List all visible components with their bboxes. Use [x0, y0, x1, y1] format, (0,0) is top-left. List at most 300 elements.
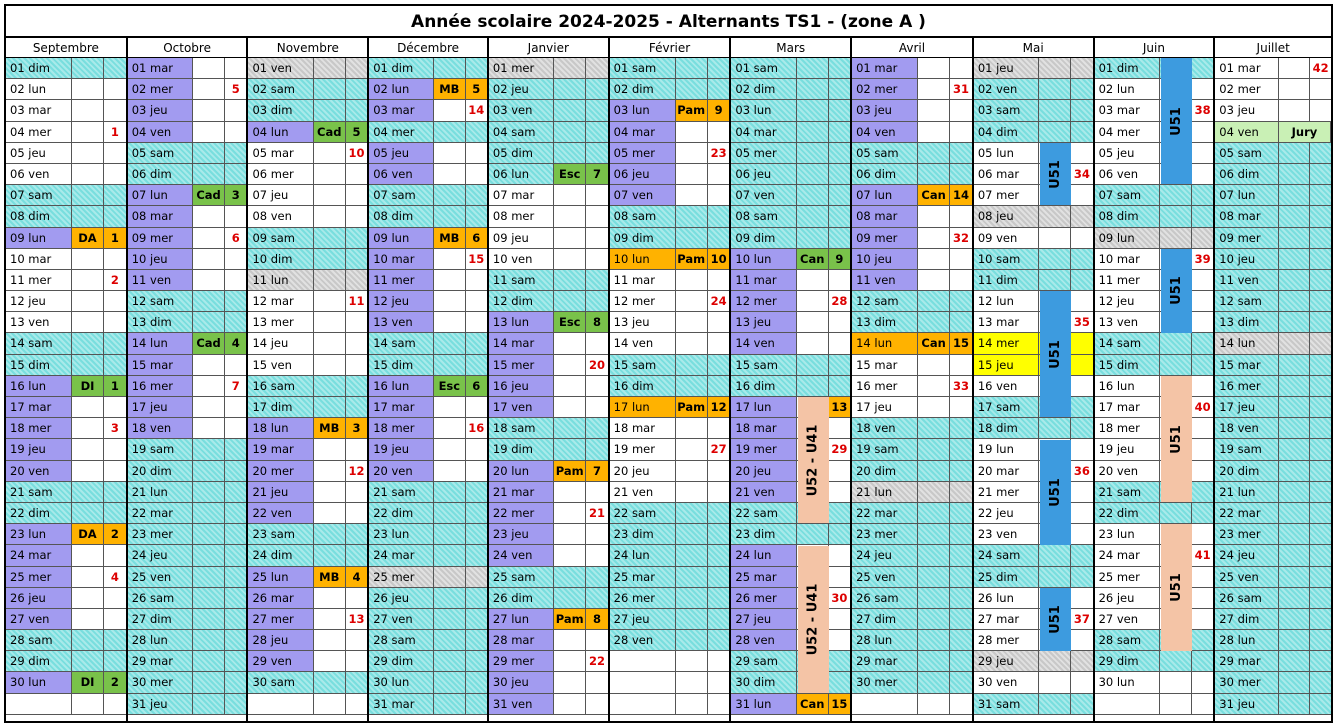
day-label: 02 mer — [128, 79, 193, 99]
day-tag: DA — [72, 228, 104, 248]
day-tag — [72, 630, 104, 650]
day-label: 19 sam — [852, 439, 918, 459]
day-row — [1095, 567, 1214, 588]
week-number — [829, 545, 850, 565]
week-number — [708, 122, 730, 142]
week-number — [346, 588, 367, 608]
week-number — [104, 482, 126, 502]
week-number — [466, 694, 487, 714]
day-tag — [918, 630, 950, 650]
week-number — [829, 355, 850, 375]
day-row — [128, 609, 247, 630]
day-tag — [797, 228, 829, 248]
day-label: 21 mar — [489, 482, 554, 502]
day-tag — [434, 524, 466, 544]
day-tag — [434, 206, 466, 226]
day-label: 04 mer — [1095, 122, 1160, 142]
day-label: 11 ven — [128, 270, 193, 290]
day-tag — [1279, 461, 1310, 481]
week-number — [829, 418, 850, 438]
day-label: 13 ven — [369, 312, 434, 332]
day-label: 28 lun — [128, 630, 193, 650]
day-row — [489, 206, 608, 227]
day-label: 25 ven — [852, 567, 918, 587]
day-tag — [1279, 418, 1310, 438]
day-tag — [1279, 397, 1310, 417]
week-number — [466, 609, 487, 629]
week-number — [104, 291, 126, 311]
day-label: 17 mar — [1095, 397, 1160, 417]
week-number — [1310, 503, 1331, 523]
day-row — [731, 355, 850, 376]
day-tag — [676, 567, 708, 587]
day-tag: Cad — [193, 333, 225, 353]
day-tag — [72, 588, 104, 608]
week-number — [466, 482, 487, 502]
week-number — [586, 79, 607, 99]
week-number — [1192, 588, 1213, 608]
unit-block-label: U51 — [1168, 276, 1184, 306]
day-tag: DA — [72, 524, 104, 544]
week-number — [708, 524, 730, 544]
day-row — [731, 503, 850, 524]
day-tag — [193, 397, 225, 417]
week-number: 14 — [468, 103, 485, 118]
week-number: 10 — [708, 249, 730, 269]
week-number: 14 — [950, 185, 972, 205]
day-tag — [676, 418, 708, 438]
week-number — [708, 79, 730, 99]
week-number — [1071, 694, 1092, 714]
unit-block-label: U51 — [1048, 604, 1064, 634]
week-number: 37 — [1073, 611, 1090, 626]
day-label: 15 ven — [248, 355, 313, 375]
day-tag — [918, 249, 950, 269]
day-label: 17 jeu — [1215, 397, 1279, 417]
day-row — [731, 397, 850, 418]
month-column — [731, 38, 852, 721]
day-label: 14 sam — [6, 333, 72, 353]
day-row — [489, 461, 608, 482]
day-row — [1095, 312, 1214, 333]
week-number: 3 — [346, 418, 367, 438]
day-label: 05 mar — [248, 143, 313, 163]
day-label: 15 dim — [6, 355, 72, 375]
day-row — [128, 228, 247, 249]
day-tag — [1039, 418, 1071, 438]
day-tag — [434, 185, 466, 205]
day-row — [974, 524, 1093, 545]
day-row — [610, 376, 730, 397]
week-number: 20 — [588, 357, 605, 372]
day-label: 12 sam — [128, 291, 193, 311]
day-row — [369, 206, 487, 227]
day-label: 09 ven — [974, 228, 1039, 248]
day-row — [369, 164, 487, 185]
day-label: 05 jeu — [1095, 143, 1160, 163]
day-label: 17 ven — [489, 397, 554, 417]
day-row — [248, 630, 367, 651]
day-row — [731, 545, 850, 566]
week-number — [829, 164, 850, 184]
day-label: 11 sam — [489, 270, 554, 290]
week-number — [829, 609, 850, 629]
week-number — [346, 228, 367, 248]
week-number: 2 — [110, 272, 119, 287]
month-header: Septembre — [6, 38, 126, 58]
day-label: 14 mer — [974, 333, 1039, 353]
week-number — [225, 312, 246, 332]
day-label: 13 ven — [6, 312, 72, 332]
day-row — [6, 58, 126, 79]
day-row — [248, 588, 367, 609]
day-label: 30 mer — [128, 672, 193, 692]
day-tag — [1039, 122, 1071, 142]
day-tag — [1279, 672, 1310, 692]
calendar-sheet — [4, 4, 1333, 723]
week-number: 6 — [466, 228, 487, 248]
day-row — [610, 461, 730, 482]
week-number — [225, 545, 246, 565]
week-number — [104, 333, 126, 353]
week-number — [950, 270, 972, 290]
day-label: 20 mar — [974, 461, 1039, 481]
day-tag — [72, 333, 104, 353]
day-row — [1095, 588, 1214, 609]
day-row — [1095, 397, 1214, 418]
week-number: 4 — [225, 333, 246, 353]
day-row — [731, 291, 850, 312]
day-label — [248, 694, 313, 714]
day-tag — [314, 651, 346, 671]
day-tag — [1279, 79, 1310, 99]
day-label: 14 lun — [1215, 333, 1279, 353]
day-row — [6, 672, 126, 693]
day-row — [852, 58, 972, 79]
day-row — [1095, 482, 1214, 503]
week-number — [1192, 270, 1213, 290]
day-tag — [918, 228, 950, 248]
week-number: 13 — [348, 611, 365, 626]
month-column — [369, 38, 489, 721]
week-number — [225, 482, 246, 502]
day-label: 08 sam — [610, 206, 676, 226]
day-tag — [1039, 100, 1071, 120]
day-tag — [554, 439, 586, 459]
month-rows — [489, 58, 608, 715]
day-label: 20 ven — [6, 461, 72, 481]
day-tag — [193, 100, 225, 120]
day-row — [489, 291, 608, 312]
day-tag — [918, 312, 950, 332]
day-tag — [554, 567, 586, 587]
day-tag: Pam — [676, 249, 708, 269]
week-number — [225, 143, 246, 163]
day-row — [974, 143, 1093, 164]
day-tag — [1039, 58, 1071, 78]
day-tag — [314, 524, 346, 544]
week-number — [708, 461, 730, 481]
day-tag — [1279, 249, 1310, 269]
day-label: 04 mer — [6, 122, 72, 142]
day-row — [974, 100, 1093, 121]
day-tag — [1279, 164, 1310, 184]
day-row — [489, 58, 608, 79]
week-number — [104, 79, 126, 99]
day-row — [731, 333, 850, 354]
day-row — [489, 567, 608, 588]
day-row — [1215, 482, 1331, 503]
day-row — [852, 122, 972, 143]
day-label: 09 mer — [852, 228, 918, 248]
day-label: 03 sam — [974, 100, 1039, 120]
month-header: Décembre — [369, 38, 487, 58]
day-row — [489, 588, 608, 609]
day-tag — [676, 609, 708, 629]
day-tag — [72, 58, 104, 78]
day-row — [852, 524, 972, 545]
day-row — [489, 122, 608, 143]
day-tag — [797, 376, 829, 396]
week-number: 7 — [231, 378, 240, 393]
week-number — [466, 58, 487, 78]
day-label: 19 sam — [128, 439, 193, 459]
week-number — [346, 185, 367, 205]
day-tag — [1039, 567, 1071, 587]
day-row — [6, 122, 126, 143]
day-row — [369, 609, 487, 630]
day-tag — [434, 651, 466, 671]
day-tag — [676, 376, 708, 396]
day-row — [128, 58, 247, 79]
day-tag — [72, 482, 104, 502]
day-row — [489, 630, 608, 651]
day-row — [1215, 100, 1331, 121]
day-label: 02 ven — [974, 79, 1039, 99]
day-row — [6, 439, 126, 460]
day-label: 29 jeu — [974, 651, 1039, 671]
day-label: 01 sam — [610, 58, 676, 78]
day-tag — [434, 58, 466, 78]
day-tag — [434, 672, 466, 692]
day-label: 08 mar — [852, 206, 918, 226]
week-number: 40 — [1194, 400, 1211, 414]
week-number: 5 — [466, 79, 487, 99]
day-tag — [434, 694, 466, 714]
day-row — [248, 58, 367, 79]
day-tag — [1039, 228, 1071, 248]
week-number — [225, 58, 246, 78]
day-row — [852, 143, 972, 164]
day-tag: Cad — [193, 185, 225, 205]
day-tag — [314, 79, 346, 99]
day-row — [974, 588, 1093, 609]
day-label: 26 mer — [731, 588, 796, 608]
day-row — [1095, 143, 1214, 164]
month-rows — [6, 58, 126, 715]
day-row — [1095, 630, 1214, 651]
week-number: 24 — [710, 294, 727, 309]
day-row — [1095, 206, 1214, 227]
day-row — [1215, 143, 1331, 164]
day-tag: MB — [434, 79, 466, 99]
week-number — [466, 185, 487, 205]
day-row — [731, 418, 850, 439]
day-tag — [193, 630, 225, 650]
week-number: 4 — [110, 569, 119, 584]
day-tag — [434, 418, 466, 438]
day-row — [248, 651, 367, 672]
day-row — [1215, 333, 1331, 354]
day-row — [1215, 439, 1331, 460]
day-tag — [193, 461, 225, 481]
day-tag — [554, 100, 586, 120]
week-number — [225, 355, 246, 375]
day-label: 28 ven — [731, 630, 796, 650]
day-tag — [72, 185, 104, 205]
week-number — [346, 672, 367, 692]
day-tag — [1160, 228, 1192, 248]
day-tag — [72, 609, 104, 629]
day-label: 08 dim — [6, 206, 72, 226]
day-label: 30 lun — [6, 672, 72, 692]
day-row — [128, 270, 247, 291]
week-number — [829, 58, 850, 78]
day-row — [852, 79, 972, 100]
day-row — [731, 588, 850, 609]
day-label: 09 dim — [610, 228, 676, 248]
day-label: 04 mar — [610, 122, 676, 142]
day-tag — [434, 270, 466, 290]
day-label: 22 jeu — [974, 503, 1039, 523]
day-label: 23 sam — [248, 524, 313, 544]
day-label: 21 ven — [610, 482, 676, 502]
day-row — [852, 397, 972, 418]
day-row — [1095, 418, 1214, 439]
week-number: 5 — [346, 122, 367, 142]
day-row — [974, 461, 1093, 482]
day-label: 02 mer — [852, 79, 918, 99]
week-number: 12 — [348, 463, 365, 478]
unit-block — [1040, 143, 1071, 206]
day-label: 09 lun — [369, 228, 434, 248]
week-number — [1192, 58, 1213, 78]
week-number — [1071, 143, 1092, 163]
day-row — [369, 567, 487, 588]
day-tag — [72, 312, 104, 332]
day-tag: DI — [72, 376, 104, 396]
day-row — [610, 58, 730, 79]
day-row — [1215, 58, 1331, 79]
day-row — [1215, 355, 1331, 376]
week-number — [1071, 397, 1092, 417]
week-number: 34 — [1073, 166, 1090, 181]
day-label: 21 lun — [128, 482, 193, 502]
day-tag: Can — [797, 694, 829, 714]
day-label: 26 jeu — [1095, 588, 1160, 608]
week-number: 4 — [346, 567, 367, 587]
day-tag — [918, 651, 950, 671]
week-number — [708, 503, 730, 523]
week-number — [950, 122, 972, 142]
day-tag — [434, 100, 466, 120]
day-row — [1215, 567, 1331, 588]
week-number: 1 — [110, 124, 119, 139]
day-row — [974, 567, 1093, 588]
week-number — [1071, 291, 1092, 311]
day-row — [1215, 164, 1331, 185]
day-row — [1095, 249, 1214, 270]
day-row — [1095, 355, 1214, 376]
day-row — [128, 249, 247, 270]
day-label: 06 ven — [1095, 164, 1160, 184]
day-label: 06 lun — [489, 164, 554, 184]
week-number — [950, 672, 972, 692]
week-number — [1192, 79, 1213, 99]
day-label: 05 jeu — [369, 143, 434, 163]
week-number — [586, 122, 607, 142]
day-label: 11 lun — [248, 270, 313, 290]
day-tag — [314, 185, 346, 205]
day-row — [1095, 439, 1214, 460]
day-row — [731, 376, 850, 397]
day-label: 23 ven — [974, 524, 1039, 544]
week-number — [104, 545, 126, 565]
day-row — [731, 58, 850, 79]
week-number — [708, 418, 730, 438]
day-label: 09 jeu — [489, 228, 554, 248]
day-label: 05 sam — [1215, 143, 1279, 163]
day-label: 18 mar — [731, 418, 796, 438]
week-number: 2 — [104, 672, 126, 692]
week-number — [586, 418, 607, 438]
day-tag — [676, 206, 708, 226]
day-row — [852, 164, 972, 185]
day-tag — [314, 694, 346, 714]
week-number: 1 — [104, 228, 126, 248]
day-row — [489, 333, 608, 354]
day-row — [974, 79, 1093, 100]
day-tag — [72, 694, 104, 714]
day-row — [610, 503, 730, 524]
day-tag — [1160, 185, 1192, 205]
unit-block — [1161, 58, 1192, 184]
day-row — [128, 355, 247, 376]
day-row — [1095, 651, 1214, 672]
day-row — [731, 164, 850, 185]
week-number — [1310, 355, 1331, 375]
day-label: 12 sam — [1215, 291, 1279, 311]
day-tag — [314, 333, 346, 353]
week-number: 33 — [953, 378, 970, 393]
week-number — [346, 333, 367, 353]
day-tag — [434, 588, 466, 608]
day-tag — [797, 333, 829, 353]
day-row — [852, 100, 972, 121]
day-label: 02 dim — [610, 79, 676, 99]
day-tag — [314, 100, 346, 120]
day-row — [6, 651, 126, 672]
day-row — [6, 206, 126, 227]
day-tag — [676, 545, 708, 565]
day-row — [610, 185, 730, 206]
day-tag — [193, 588, 225, 608]
day-row — [974, 206, 1093, 227]
day-label — [852, 694, 918, 714]
week-number — [829, 524, 850, 544]
day-tag — [554, 206, 586, 226]
day-tag — [918, 672, 950, 692]
